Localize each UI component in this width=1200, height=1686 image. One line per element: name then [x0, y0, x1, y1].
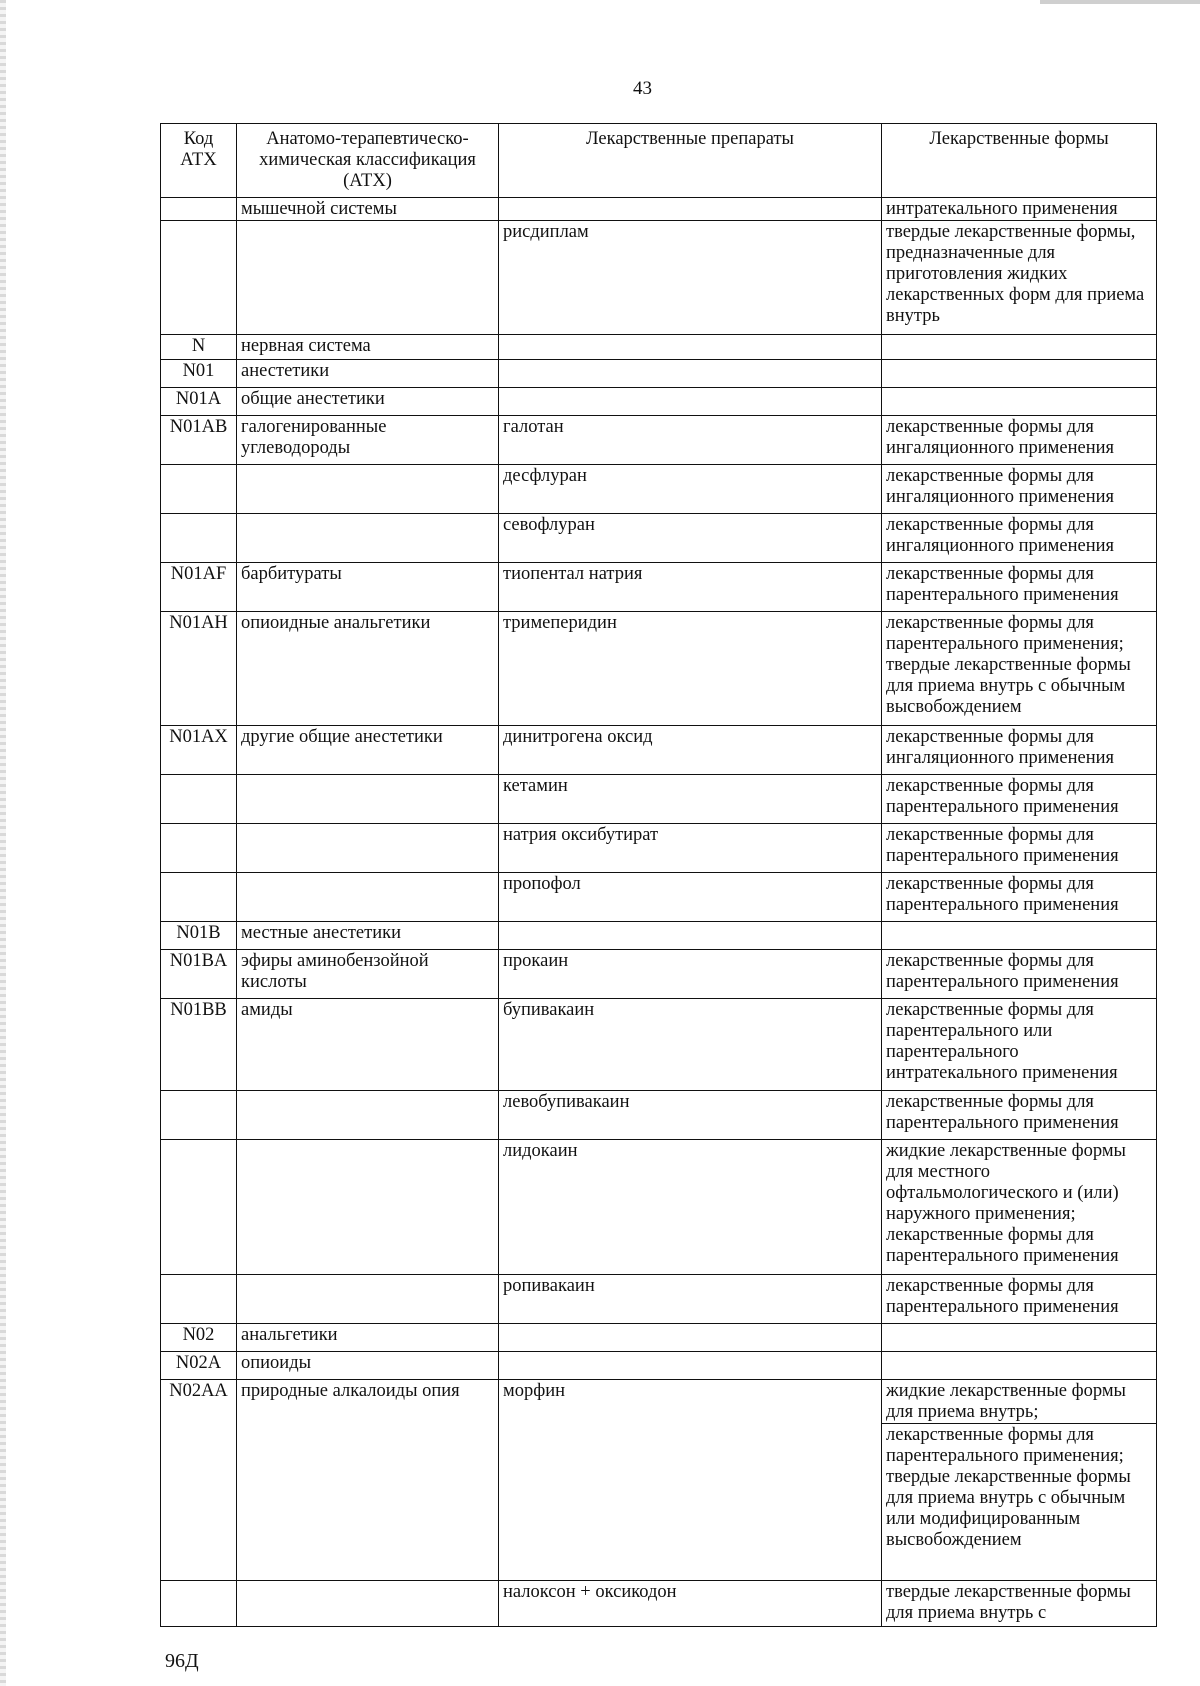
classification-cell: [237, 1091, 499, 1140]
table-row: [161, 1324, 1157, 1352]
drug-cell: десфлуран: [499, 465, 882, 514]
footer-code: 96Д: [165, 1650, 199, 1672]
code-cell: N01AB: [161, 416, 237, 465]
code-cell: [161, 465, 237, 514]
classification-cell: [237, 221, 499, 335]
drug-cell: налоксон + оксикодон: [499, 1581, 882, 1627]
classification-cell: галогенированные углеводороды: [237, 416, 499, 465]
code-cell: N01AF: [161, 563, 237, 612]
code-cell: [161, 824, 237, 873]
classification-cell: другие общие анестетики: [237, 726, 499, 775]
code-cell: [161, 873, 237, 922]
table-row: [161, 1275, 1157, 1324]
drug-cell: галотан: [499, 416, 882, 465]
form-cell: интратекального применения: [882, 198, 1157, 221]
classification-cell: анальгетики: [237, 1324, 499, 1352]
classification-cell: [237, 873, 499, 922]
table-row: [161, 1091, 1157, 1140]
drug-cell: [499, 388, 882, 416]
form-cell: лекарственные формы для парентерального применения: [882, 950, 1157, 999]
form-cell: твердые лекарственные формы, предназначенные для приготовления жидких лекарственных форм для приема внутрь: [882, 221, 1157, 335]
classification-cell: [237, 465, 499, 514]
drug-cell: пропофол: [499, 873, 882, 922]
form-cell: лекарственные формы для парентерального применения: [882, 1275, 1157, 1324]
classification-cell: барбитураты: [237, 563, 499, 612]
code-cell: N01AX: [161, 726, 237, 775]
header-classification: Анатомо-терапевтическо-химическая классификация (АТХ): [237, 124, 499, 198]
table-row: [161, 999, 1157, 1091]
table-row: [161, 198, 1157, 221]
form-cell: лекарственные формы для парентерального применения; твердые лекарственные формы для приема внутрь с обычным высвобождением: [882, 612, 1157, 726]
table-row: [161, 416, 1157, 465]
classification-cell: общие анестетики: [237, 388, 499, 416]
scan-edge-top: [1040, 0, 1200, 4]
form-cell: лекарственные формы для парентерального применения: [882, 563, 1157, 612]
classification-cell: эфиры аминобензойной кислоты: [237, 950, 499, 999]
table-row: [161, 388, 1157, 416]
table-row: [161, 514, 1157, 563]
classification-cell: анестетики: [237, 360, 499, 388]
drug-cell: кетамин: [499, 775, 882, 824]
drug-cell: [499, 922, 882, 950]
header-forms: Лекарственные формы: [882, 124, 1157, 198]
form-cell: [882, 1324, 1157, 1352]
classification-cell: [237, 775, 499, 824]
code-cell: N01B: [161, 922, 237, 950]
form-cell: [882, 335, 1157, 360]
table-row: [161, 726, 1157, 775]
table-row: [161, 335, 1157, 360]
code-cell: N02AA: [161, 1380, 237, 1581]
form-cell: [882, 360, 1157, 388]
classification-cell: местные анестетики: [237, 922, 499, 950]
classification-cell: мышечной системы: [237, 198, 499, 221]
form-cell: жидкие лекарственные формы для приема внутрь;: [882, 1380, 1157, 1424]
drug-cell: [499, 1352, 882, 1380]
table-row: [161, 360, 1157, 388]
drug-cell: бупивакаин: [499, 999, 882, 1091]
table-row: [161, 221, 1157, 335]
form-cell: лекарственные формы для парентерального применения: [882, 775, 1157, 824]
drug-cell: ропивакаин: [499, 1275, 882, 1324]
classification-cell: [237, 514, 499, 563]
classification-cell: нервная система: [237, 335, 499, 360]
code-cell: N02: [161, 1324, 237, 1352]
atc-table: [160, 123, 1157, 1627]
code-cell: [161, 775, 237, 824]
table-row: [161, 950, 1157, 999]
code-cell: [161, 1581, 237, 1627]
code-cell: [161, 1275, 237, 1324]
page-number: 43: [633, 78, 652, 99]
classification-cell: [237, 1140, 499, 1275]
form-cell: лекарственные формы для парентерального применения; твердые лекарственные формы для приема внутрь с обычным или модифицированным высвобождением: [882, 1424, 1157, 1581]
classification-cell: опиоидные анальгетики: [237, 612, 499, 726]
drug-cell: [499, 1324, 882, 1352]
form-cell: жидкие лекарственные формы для местного офтальмологического и (или) наружного применения; лекарственные формы для парентерального применения: [882, 1140, 1157, 1275]
code-cell: [161, 221, 237, 335]
drug-cell: тиопентал натрия: [499, 563, 882, 612]
form-cell: лекарственные формы для парентерального применения: [882, 1091, 1157, 1140]
form-cell: лекарственные формы для ингаляционного применения: [882, 416, 1157, 465]
code-cell: N01BA: [161, 950, 237, 999]
form-cell: лекарственные формы для парентерального применения: [882, 824, 1157, 873]
code-cell: [161, 514, 237, 563]
code-cell: N01AH: [161, 612, 237, 726]
form-cell: [882, 388, 1157, 416]
drug-cell: [499, 198, 882, 221]
classification-cell: природные алкалоиды опия: [237, 1380, 499, 1581]
drug-cell: [499, 335, 882, 360]
table-row: [161, 612, 1157, 726]
code-cell: [161, 1091, 237, 1140]
drug-cell: тримеперидин: [499, 612, 882, 726]
table-row: [161, 1352, 1157, 1380]
classification-cell: амиды: [237, 999, 499, 1091]
header-code: Код АТХ: [161, 124, 237, 198]
drug-cell: прокаин: [499, 950, 882, 999]
form-cell: [882, 1352, 1157, 1380]
form-cell: [882, 922, 1157, 950]
table-row: [161, 824, 1157, 873]
table-row: [161, 1140, 1157, 1275]
form-cell: лекарственные формы для парентерального применения: [882, 873, 1157, 922]
classification-cell: [237, 824, 499, 873]
code-cell: [161, 198, 237, 221]
table-row: [161, 922, 1157, 950]
drug-cell: рисдиплам: [499, 221, 882, 335]
table-row: [161, 775, 1157, 824]
drug-cell: динитрогена оксид: [499, 726, 882, 775]
classification-cell: [237, 1275, 499, 1324]
code-cell: N01BB: [161, 999, 237, 1091]
classification-cell: [237, 1581, 499, 1627]
code-cell: N01: [161, 360, 237, 388]
code-cell: N01A: [161, 388, 237, 416]
table-row: [161, 1581, 1157, 1627]
classification-cell: опиоиды: [237, 1352, 499, 1380]
form-cell: лекарственные формы для ингаляционного применения: [882, 465, 1157, 514]
drug-cell: севофлуран: [499, 514, 882, 563]
scan-edge-left: [0, 0, 6, 1686]
table-row: [161, 1380, 1157, 1424]
drug-cell: [499, 360, 882, 388]
form-cell: лекарственные формы для ингаляционного применения: [882, 726, 1157, 775]
table-header-row: [161, 124, 1157, 198]
code-cell: N02A: [161, 1352, 237, 1380]
form-cell: лекарственные формы для парентерального или парентерального интратекального применения: [882, 999, 1157, 1091]
drug-cell: левобупивакаин: [499, 1091, 882, 1140]
header-drugs: Лекарственные препараты: [499, 124, 882, 198]
table-row: [161, 465, 1157, 514]
drug-cell: лидокаин: [499, 1140, 882, 1275]
form-cell: твердые лекарственные формы для приема внутрь с: [882, 1581, 1157, 1627]
code-cell: N: [161, 335, 237, 360]
drug-cell: морфин: [499, 1380, 882, 1581]
table-row: [161, 873, 1157, 922]
form-cell: лекарственные формы для ингаляционного применения: [882, 514, 1157, 563]
table-row: [161, 563, 1157, 612]
code-cell: [161, 1140, 237, 1275]
drug-cell: натрия оксибутират: [499, 824, 882, 873]
